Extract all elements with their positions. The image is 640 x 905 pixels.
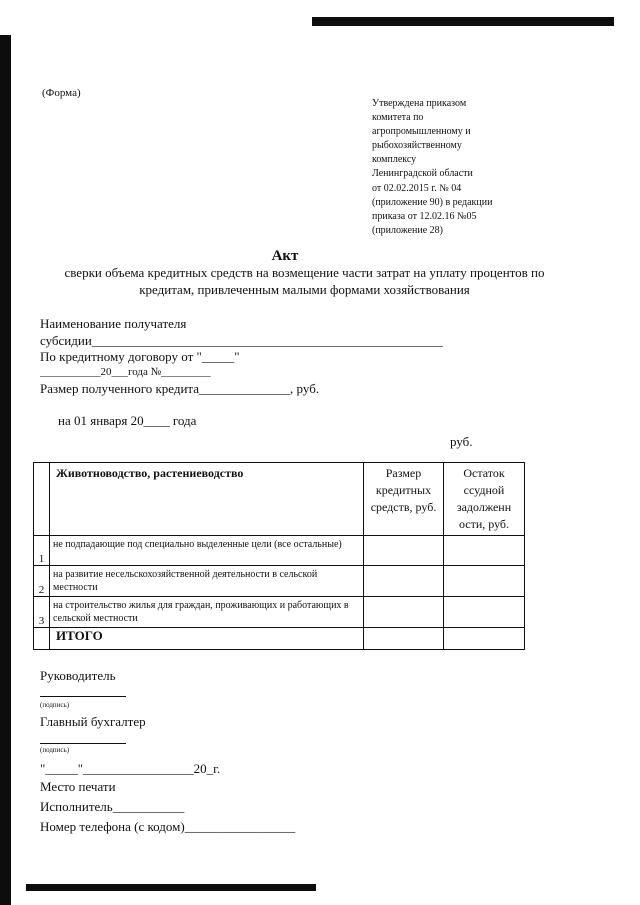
- credit-table: [33, 462, 525, 650]
- header-credit-amount: Размер кредитных средств, руб.: [364, 463, 444, 536]
- scan-bar-left: [0, 35, 11, 905]
- stamp-place-label: Место печати: [40, 779, 116, 794]
- scan-bar-top: [312, 17, 614, 26]
- row-number: 1: [34, 536, 50, 566]
- approval-line: комплексу: [372, 154, 417, 166]
- date-field: "_____"_________________20_г.: [40, 761, 221, 776]
- row-credit-amount-cell: [364, 536, 444, 566]
- scan-bar-bottom: [26, 884, 316, 891]
- table-row: [34, 536, 525, 566]
- phone-field: Номер телефона (с кодом)_________________: [40, 819, 296, 834]
- row-balance-cell: [444, 536, 525, 566]
- header-num-cell: [34, 463, 50, 536]
- approval-line: (приложение 28): [372, 224, 443, 236]
- signature-caption: (подпись): [40, 701, 70, 709]
- header-category: Животноводство, растениеводство: [50, 463, 364, 536]
- total-credit-amount-cell: [364, 628, 444, 650]
- form-label: (Форма): [42, 87, 81, 99]
- approval-line: от 02.02.2015 г. № 04: [372, 182, 462, 194]
- total-label: ИТОГО: [50, 628, 364, 650]
- signature-caption: (подпись): [40, 746, 70, 754]
- currency-label: руб.: [450, 434, 473, 449]
- approval-line: агропромышленному и: [372, 126, 471, 138]
- row-description: не подпадающие под специально выделенные цели (все остальные): [50, 536, 364, 566]
- row-description: на строительство жилья для граждан, проживающих и работающих в сельской местности: [50, 597, 364, 628]
- approval-line: рыбохозяйственному: [372, 140, 462, 152]
- row-number: 3: [34, 597, 50, 628]
- row-credit-amount-cell: [364, 566, 444, 597]
- header-balance: Остаток ссудной задолженн ости, руб.: [444, 463, 525, 536]
- row-balance-cell: [444, 566, 525, 597]
- contract-date-field: ___________20___года №_________: [40, 366, 211, 378]
- head-label: Руководитель: [40, 668, 116, 683]
- table-row: [34, 566, 525, 597]
- row-number: 2: [34, 566, 50, 597]
- head-signature-line: [40, 696, 126, 697]
- total-num-cell: [34, 628, 50, 650]
- approval-line: комитета по: [372, 112, 424, 124]
- table-header-row: [34, 463, 525, 536]
- recipient-label: Наименование получателя: [40, 316, 187, 331]
- table-row: [34, 597, 525, 628]
- total-balance-cell: [444, 628, 525, 650]
- date-line: на 01 января 20____ года: [58, 413, 197, 428]
- accountant-label: Главный бухгалтер: [40, 714, 146, 729]
- approval-stamp-text: [372, 97, 492, 238]
- approval-line: приказа от 12.02.16 №05: [372, 210, 477, 222]
- row-description: на развитие несельскохозяйственной деятельности в сельской местности: [50, 566, 364, 597]
- executor-field: Исполнитель___________: [40, 799, 185, 814]
- approval-line: Утверждена приказом: [372, 98, 467, 109]
- row-balance-cell: [444, 597, 525, 628]
- contract-label: По кредитному договору от "_____": [40, 349, 240, 364]
- recipient-field: субсидии______________________________________________________: [40, 333, 443, 348]
- table-total-row: [34, 628, 525, 650]
- approval-line: (приложение 90) в редакции: [372, 196, 493, 208]
- accountant-signature-line: [40, 743, 126, 744]
- credit-amount-field: Размер полученного кредита______________, руб.: [40, 381, 320, 396]
- document-title: Акт: [271, 248, 299, 264]
- document-subtitle: сверки объема кредитных средств на возмещение части затрат на уплату процентов по кредитам, привлеченным малыми формами хозяйствования: [64, 265, 545, 297]
- approval-line: Ленинградской области: [372, 168, 473, 180]
- row-credit-amount-cell: [364, 597, 444, 628]
